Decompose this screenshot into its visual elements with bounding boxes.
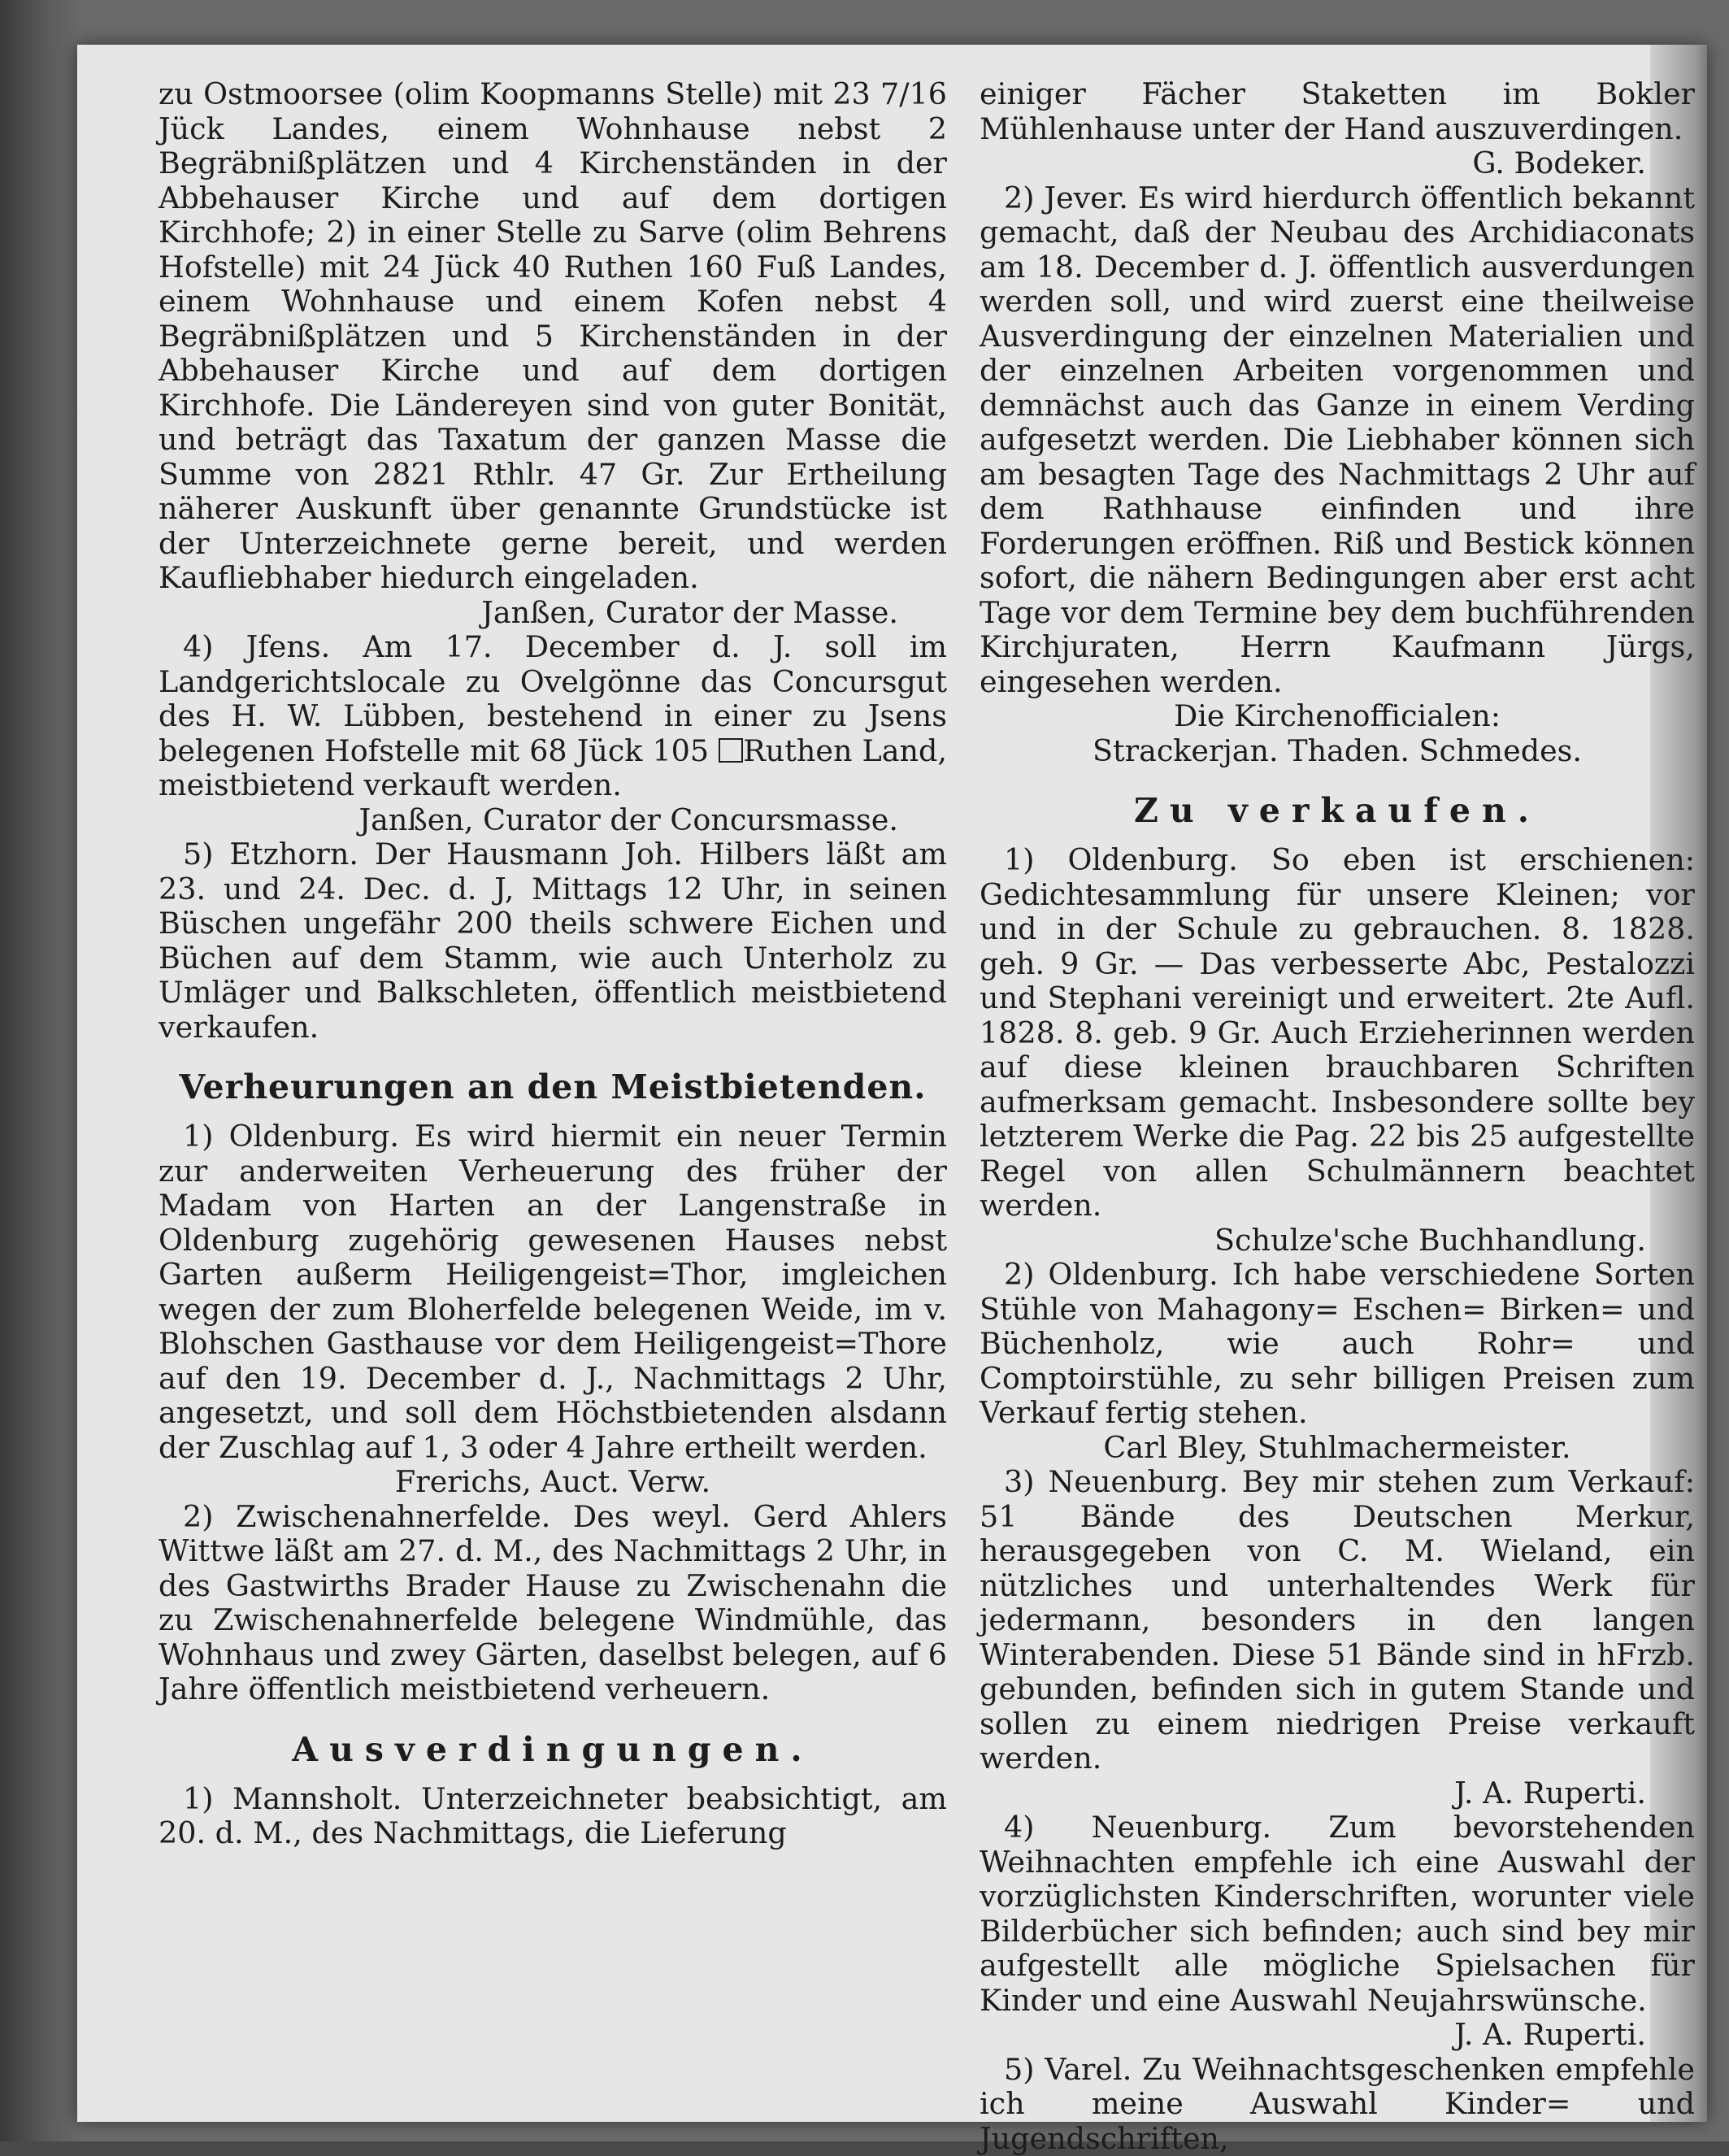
paragraph-varel: 5) Varel. Zu Weihnachtsgeschenken empfehle ich meine Auswahl Kinder= und Jugendschriften, bbox=[980, 2053, 1695, 2156]
signature-strackerjan-thaden-schmedes: Strackerjan. Thaden. Schmedes. bbox=[980, 734, 1695, 769]
signature-carl-bley: Carl Bley, Stuhlmachermeister. bbox=[980, 1431, 1695, 1466]
paragraph-oldenburg-stuehle: 2) Oldenburg. Ich habe verschiedene Sorten Stühle von Mahagony= Eschen= Birken= und Büchenholz, wie auch Rohr= und Comptoirstühle, zu sehr billigen Preisen zum Verkauf fertig stehen. bbox=[980, 1258, 1695, 1431]
signature-janssen-masse: Janßen, Curator der Masse. bbox=[159, 596, 947, 631]
paragraph-jever: 2) Jever. Es wird hierdurch öffentlich bekannt gemacht, daß der Neubau des Archidiaconats am 18. December d. J. öffentlich ausverdungen werden soll, und wird zuerst eine theilweise Ausverdingung der einzelnen Materialien und der einzelnen Arbeiten vorgenommen und demnächst auch das Ganze in einem Verding aufgesetzt werden. Die Liebhaber können sich am besagten Tage des Nachmittags 2 Uhr auf dem Rathhause einfinden und ihre Forderungen eröffnen. Riß und Bestick können sofort, die nähern Bedingungen aber erst acht Tage vor dem Termine bey dem buchführenden Kirchjuraten, Herrn Kaufmann Jürgs, eingesehen werden. bbox=[980, 181, 1695, 700]
signature-ruperti-1: J. A. Ruperti. bbox=[980, 1776, 1695, 1811]
signature-frerichs: Frerichs, Auct. Verw. bbox=[159, 1465, 947, 1500]
paragraph-zwischenahnerfelde: 2) Zwischenahnerfelde. Des weyl. Gerd Ahlers Wittwe läßt am 27. d. M., des Nachmittags 2 Uhr, in des Gastwirths Brader Hause zu Zwischenahn die zu Zwischenahnerfelde belegene Windmühle, das Wohnhaus und zwey Gärten, daselbst belegen, auf 6 Jahre öffentlich meistbietend verheuern. bbox=[159, 1500, 947, 1707]
heading-verheurungen: Verheurungen an den Meistbietenden. bbox=[159, 1066, 947, 1108]
paragraph-jfens-text-a: 4) Jfens. Am 17. December d. J. soll im Landgerichtslocale zu Ovelgönne das Concursgut des H. W. Lübben, bestehend in einer zu Jsens belegenen Hofstelle mit 68 Jück 105 bbox=[159, 629, 947, 768]
paragraph-oldenburg-gedichtesammlung: 1) Oldenburg. So eben ist erschienen: Gedichtesammlung für unsere Kleinen; vor und in der Schule zu gebrauchen. 8. 1828. geh. 9 Gr. — Das verbesserte Abc, Pestalozzi und Stephani vereinigt und erweitert. 2te Aufl. 1828. 8. geb. 9 Gr. Auch Erzieherinnen werden auf diese kleinen brauchbaren Schriften aufmerksam gemacht. Insbesondere sollte bey letzterem Werke die Pag. 22 bis 25 aufgestellte Regel von allen Schulmännern beachtet werden. bbox=[980, 843, 1695, 1224]
signature-schulze-buchhandlung: Schulze'sche Buchhandlung. bbox=[980, 1224, 1695, 1258]
left-column bbox=[159, 77, 947, 1851]
paragraph-jfens-text-b: Ruthen Land, meistbietend verkauft werden. bbox=[159, 733, 947, 803]
paragraph-oldenburg-verheuerung: 1) Oldenburg. Es wird hiermit ein neuer Termin zur anderweiten Verheuerung des früher der Madam von Harten an der Langenstraße in Oldenburg zugehörig gewesenen Hauses nebst Garten außerm Heiligengeist=Thor, imgleichen wegen der zum Bloherfelde belegenen Weide, im v. Blohschen Gasthause vor dem Heiligengeist=Thore auf den 19. December d. J., Nachmittags 2 Uhr, angesetzt, und soll dem Höchstbietenden alsdann der Zuschlag auf 1, 3 oder 4 Jahre ertheilt werden. bbox=[159, 1119, 947, 1465]
signature-janssen-concursmasse: Janßen, Curator der Concursmasse. bbox=[159, 803, 947, 838]
right-column bbox=[980, 77, 1695, 2156]
paragraph-etzhorn: 5) Etzhorn. Der Hausmann Joh. Hilbers läßt am 23. und 24. Dec. d. J, Mittags 12 Uhr, in seinen Büschen ungefähr 200 theils schwere Eichen und Büchen auf dem Stamm, wie auch Unterholz zu Umläger und Balkschleten, öffentlich meistbietend verkaufen. bbox=[159, 837, 947, 1045]
heading-zu-verkaufen: Zu verkaufen. bbox=[980, 789, 1695, 832]
signature-kirchenofficialen: Die Kirchenofficialen: bbox=[980, 699, 1695, 734]
paragraph-neuenburg-weihnachten: 4) Neuenburg. Zum bevorstehenden Weihnachten empfehle ich eine Auswahl der vorzüglichsten Kinderschriften, worunter viele Bilderbücher sich befinden; auch sind bey mir aufgestellt alle mögliche Spielsachen für Kinder und eine Auswahl Neujahrswünsche. bbox=[980, 1810, 1695, 2018]
heading-ausverdingungen: Ausverdingungen. bbox=[159, 1728, 947, 1771]
paragraph-ostmoorsee: zu Ostmoorsee (olim Koopmanns Stelle) mit 23 7/16 Jück Landes, einem Wohnhause nebst 2 Begräbnißplätzen und 4 Kirchenständen in der Abbehauser Kirche und auf dem dortigen Kirchhofe; 2) in einer Stelle zu Sarve (olim Behrens Hofstelle) mit 24 Jück 40 Ruthen 160 Fuß Landes, einem Wohnhause und einem Kofen nebst 4 Begräbnißplätzen und 5 Kirchenständen in der Abbehauser Kirche und auf dem dortigen Kirchhofe. Die Ländereyen sind von guter Bonität, und beträgt das Taxatum der ganzen Masse die Summe von 2821 Rthlr. 47 Gr. Zur Ertheilung näherer Auskunft über genannte Grundstücke ist der Unterzeichnete gerne bereit, und werden Kaufliebhaber hiedurch eingeladen. bbox=[159, 77, 947, 596]
signature-ruperti-2: J. A. Ruperti. bbox=[980, 2018, 1695, 2053]
paragraph-staketten: einiger Fächer Staketten im Bokler Mühlenhause unter der Hand auszuverdingen. bbox=[980, 77, 1695, 146]
square-symbol bbox=[719, 738, 743, 763]
paragraph-mannsholt: 1) Mannsholt. Unterzeichneter beabsichtigt, am 20. d. M., des Nachmittags, die Lieferung bbox=[159, 1782, 947, 1851]
paragraph-neuenburg-merkur: 3) Neuenburg. Bey mir stehen zum Verkauf: 51 Bände des Deutschen Merkur, herausgegeben von C. M. Wieland, ein nützliches und unterhaltendes Werk für jedermann, besonders in den langen Winterabenden. Diese 51 Bände sind in hFrzb. gebunden, befinden sich in gutem Stande und sollen zu einem niedrigen Preise verkauft werden. bbox=[980, 1465, 1695, 1776]
paragraph-jfens bbox=[159, 630, 947, 803]
signature-bodeker: G. Bodeker. bbox=[980, 146, 1695, 181]
